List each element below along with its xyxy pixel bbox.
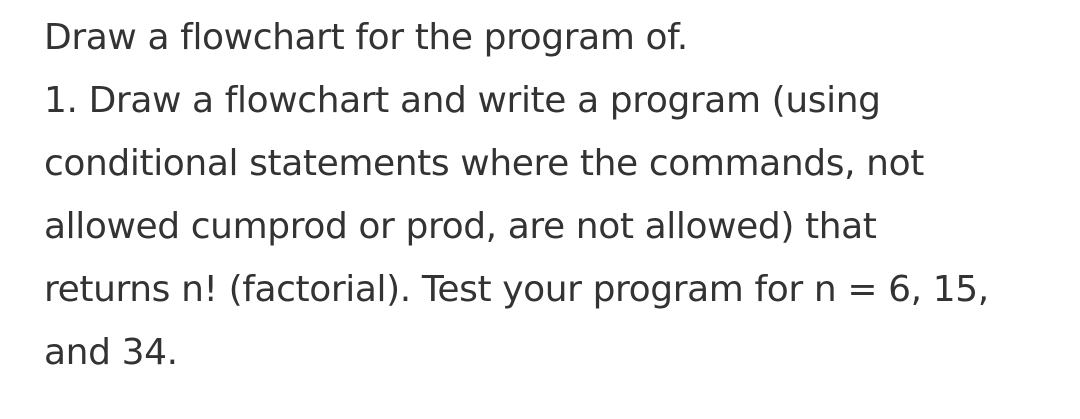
question-line-2: 1. Draw a flowchart and write a program (using xyxy=(44,80,881,121)
question-line-3: conditional statements where the commands, not xyxy=(44,143,924,184)
question-line-6: and 34. xyxy=(44,332,178,373)
question-text xyxy=(44,6,1064,384)
question-line-5: returns n! (factorial). Test your program for n = 6, 15, xyxy=(44,269,989,310)
question-line-4: allowed cumprod or prod, are not allowed) that xyxy=(44,206,877,247)
question-line-1: Draw a flowchart for the program of. xyxy=(44,17,688,58)
